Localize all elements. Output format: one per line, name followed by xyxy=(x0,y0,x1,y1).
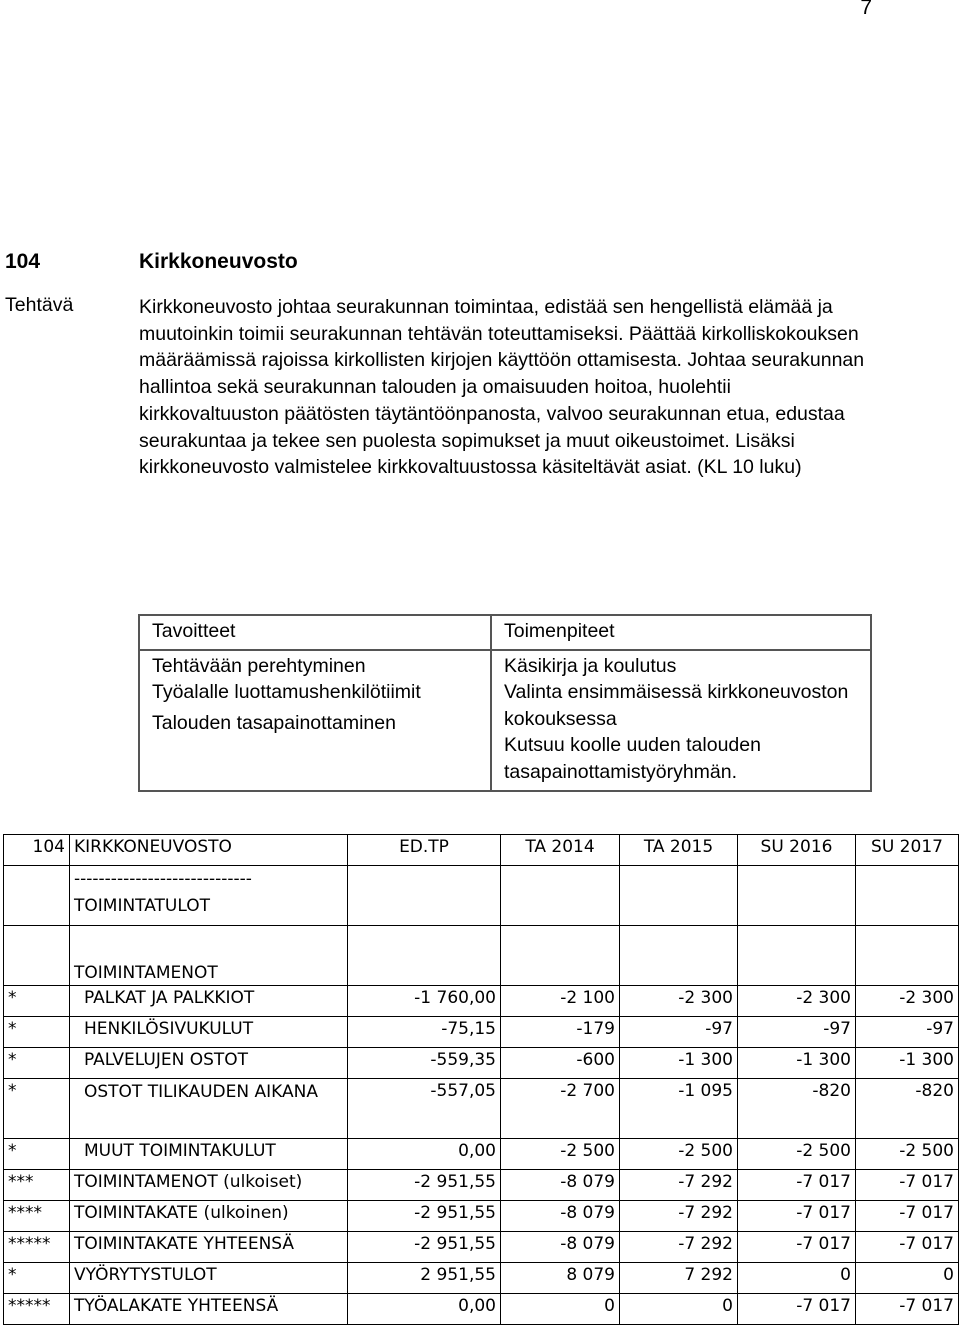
row-mark: * xyxy=(4,986,70,1017)
value-cell xyxy=(501,866,620,926)
row-value: -2 500 xyxy=(856,1139,959,1170)
goals-header: Tavoitteet xyxy=(139,615,491,650)
value-cell xyxy=(348,866,501,926)
row-value: 0 xyxy=(856,1263,959,1294)
value-cell xyxy=(620,926,738,986)
value-cell xyxy=(738,926,856,986)
row-mark: * xyxy=(4,1048,70,1079)
income-label: TOIMINTATULOT xyxy=(74,896,211,916)
row-mark: * xyxy=(4,1079,70,1139)
row-value: -1 760,00 xyxy=(348,986,501,1017)
row-label: TOIMINTAMENOT (ulkoiset) xyxy=(70,1170,348,1201)
income-label-cell xyxy=(70,866,348,926)
row-label: TOIMINTAKATE YHTEENSÄ xyxy=(70,1232,348,1263)
row-value: -7 017 xyxy=(856,1201,959,1232)
row-value: -2 500 xyxy=(501,1139,620,1170)
action-item: Valinta ensimmäisessä kirkkoneuvoston kokouksessa xyxy=(504,681,849,730)
row-value: -559,35 xyxy=(348,1048,501,1079)
action-item: Kutsuu koolle uuden talouden tasapainottamistyöryhmän. xyxy=(504,734,761,783)
col-header: SU 2017 xyxy=(856,835,959,866)
row-mark: ***** xyxy=(4,1294,70,1325)
row-value: 0 xyxy=(501,1294,620,1325)
goal-item: Tehtävään perehtyminen xyxy=(152,654,366,677)
row-value: -8 079 xyxy=(501,1232,620,1263)
expense-label: TOIMINTAMENOT xyxy=(70,926,348,986)
goals-header-row xyxy=(139,615,871,650)
budget-header-row xyxy=(4,835,959,866)
row-value: -75,15 xyxy=(348,1017,501,1048)
row-value: -7 292 xyxy=(620,1170,738,1201)
actions-header: Toimenpiteet xyxy=(491,615,871,650)
row-value: -7 292 xyxy=(620,1232,738,1263)
row-value: -1 095 xyxy=(620,1079,738,1139)
row-value: -1 300 xyxy=(856,1048,959,1079)
row-value: -820 xyxy=(856,1079,959,1139)
row-value: -97 xyxy=(856,1017,959,1048)
row-value: 0,00 xyxy=(348,1294,501,1325)
income-row xyxy=(4,866,959,926)
row-mark: **** xyxy=(4,1201,70,1232)
row-value: -820 xyxy=(738,1079,856,1139)
row-value: -7 017 xyxy=(738,1201,856,1232)
value-cell xyxy=(738,866,856,926)
divider-text: ----------------------------- xyxy=(74,869,252,889)
budget-row xyxy=(4,1017,959,1048)
col-header: SU 2016 xyxy=(738,835,856,866)
goal-item: Työalalle luottamushenkilötiimit xyxy=(152,681,421,704)
budget-name: KIRKKONEUVOSTO xyxy=(70,835,348,866)
budget-row xyxy=(4,1232,959,1263)
value-cell xyxy=(501,926,620,986)
row-value: -7 292 xyxy=(620,1201,738,1232)
row-value: -179 xyxy=(501,1017,620,1048)
value-cell xyxy=(856,926,959,986)
col-header: TA 2015 xyxy=(620,835,738,866)
row-value: -8 079 xyxy=(501,1170,620,1201)
row-value: -7 017 xyxy=(856,1170,959,1201)
goals-cell xyxy=(139,650,491,791)
row-value: 2 951,55 xyxy=(348,1263,501,1294)
row-mark: * xyxy=(4,1017,70,1048)
goal-item: Talouden tasapainottaminen xyxy=(152,711,396,734)
goals-body-row xyxy=(139,650,871,791)
row-value: 8 079 xyxy=(501,1263,620,1294)
row-value: -7 017 xyxy=(856,1294,959,1325)
task-description: Kirkkoneuvosto johtaa seurakunnan toimintaa, edistää sen hengellistä elämää ja muutoinkin toimii seurakunnan tehtävän toteuttamiseksi. Päättää kirkolliskokouksen määräämissä rajoissa kirkollisten kirjojen käyttöön ottamisesta. Johtaa seurakunnan hallintoa sekä seurakunnan talouden ja omaisuuden hoitoa, huolehtii kirkkovaltuuston päätösten täytäntöönpanosta, valvoo seurakunnan etua, edustaa seurakuntaa ja tekee sen puolesta sopimukset ja muut oikeustoimet. Lisäksi kirkkoneuvosto valmistelee kirkkovaltuustossa käsiteltävät asiat. (KL 10 luku) xyxy=(139,296,865,479)
budget-row xyxy=(4,1079,959,1139)
budget-row xyxy=(4,1170,959,1201)
value-cell xyxy=(348,926,501,986)
budget-row xyxy=(4,1263,959,1294)
row-mark: ***** xyxy=(4,1232,70,1263)
row-mark: * xyxy=(4,1263,70,1294)
row-value: -2 500 xyxy=(620,1139,738,1170)
row-label: TYÖALAKATE YHTEENSÄ xyxy=(70,1294,348,1325)
budget-row xyxy=(4,1294,959,1325)
section-title: Kirkkoneuvosto xyxy=(139,250,298,273)
row-value: -2 300 xyxy=(856,986,959,1017)
mark-cell xyxy=(4,866,70,926)
task-label: Tehtävä xyxy=(5,294,74,316)
row-value: 0,00 xyxy=(348,1139,501,1170)
budget-code: 104 xyxy=(4,835,70,866)
row-value: -2 700 xyxy=(501,1079,620,1139)
row-mark: * xyxy=(4,1139,70,1170)
mark-cell xyxy=(4,926,70,986)
row-value: 0 xyxy=(620,1294,738,1325)
row-value: -2 300 xyxy=(738,986,856,1017)
row-value: -97 xyxy=(738,1017,856,1048)
action-item: Käsikirja ja koulutus xyxy=(504,654,677,677)
row-value: 0 xyxy=(738,1263,856,1294)
row-value: -2 100 xyxy=(501,986,620,1017)
row-label: TOIMINTAKATE (ulkoinen) xyxy=(70,1201,348,1232)
row-value: -2 951,55 xyxy=(348,1232,501,1263)
row-label: VYÖRYTYSTULOT xyxy=(70,1263,348,1294)
section-number: 104 xyxy=(5,250,41,273)
budget-rows xyxy=(4,986,959,1325)
row-value: -8 079 xyxy=(501,1201,620,1232)
row-value: -2 951,55 xyxy=(348,1201,501,1232)
row-value: -2 300 xyxy=(620,986,738,1017)
row-value: -7 017 xyxy=(856,1232,959,1263)
row-label: PALKAT JA PALKKIOT xyxy=(70,986,348,1017)
row-value: -7 017 xyxy=(738,1294,856,1325)
row-value: -97 xyxy=(620,1017,738,1048)
col-header: TA 2014 xyxy=(501,835,620,866)
row-value: -1 300 xyxy=(620,1048,738,1079)
row-value: -7 017 xyxy=(738,1232,856,1263)
row-value: -7 017 xyxy=(738,1170,856,1201)
actions-cell xyxy=(491,650,871,791)
row-label: HENKILÖSIVUKULUT xyxy=(70,1017,348,1048)
value-cell xyxy=(620,866,738,926)
col-header: ED.TP xyxy=(348,835,501,866)
row-value: 7 292 xyxy=(620,1263,738,1294)
row-value: -557,05 xyxy=(348,1079,501,1139)
budget-row xyxy=(4,1201,959,1232)
row-label: OSTOT TILIKAUDEN AIKANA xyxy=(70,1079,348,1139)
row-value: -600 xyxy=(501,1048,620,1079)
row-label: PALVELUJEN OSTOT xyxy=(70,1048,348,1079)
value-cell xyxy=(856,866,959,926)
budget-row xyxy=(4,1048,959,1079)
row-value: -1 300 xyxy=(738,1048,856,1079)
budget-row xyxy=(4,986,959,1017)
row-mark: *** xyxy=(4,1170,70,1201)
expense-heading-row xyxy=(4,926,959,986)
goals-table xyxy=(138,614,872,792)
row-value: -2 500 xyxy=(738,1139,856,1170)
row-value: -2 951,55 xyxy=(348,1170,501,1201)
page-number: 7 xyxy=(860,0,872,19)
row-label: MUUT TOIMINTAKULUT xyxy=(70,1139,348,1170)
budget-row xyxy=(4,1139,959,1170)
budget-table xyxy=(3,834,959,1325)
